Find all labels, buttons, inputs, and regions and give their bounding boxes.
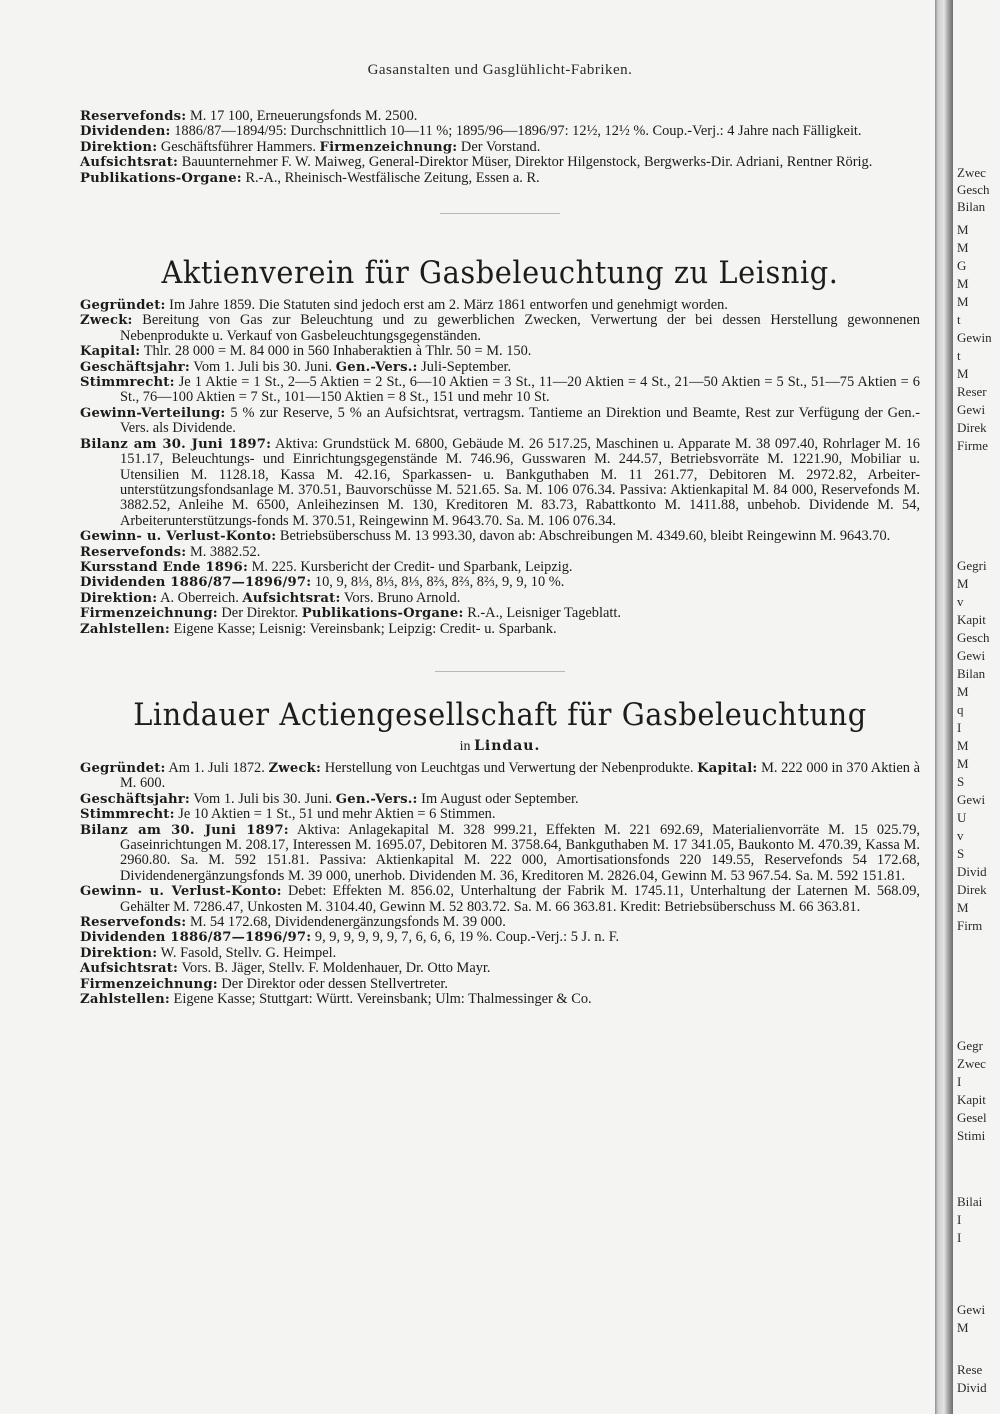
entry-text: Im Jahre 1859. Die Statuten sind jedoch erst am 2. März 1861 entworfen und genehmigt worden. bbox=[165, 297, 728, 314]
entry-label: Geschäftsjahr: bbox=[80, 359, 190, 375]
margin-fragment: Bilan bbox=[957, 666, 986, 681]
margin-fragment: Gewi bbox=[957, 402, 986, 417]
entry-text: Je 1 Aktie = 1 St., 2—5 Aktien = 2 St., 6—10 Aktien = 3 St., 11—20 Aktien = 4 St., 21—50 Aktien = 5 St., 51—75 Aktien = 6 St., 76—100 Aktien = 7 St., 101—150 Aktien = 8 St., 151 und mehr 10 St. bbox=[120, 374, 920, 406]
entry-text: Aktiva: Grundstück M. 6800, Gebäude M. 26 517.25, Maschinen u. Apparate M. 38 097.40, Rohrlager M. 16 151.17, Beleuchtungs- und Einrichtungsgegenstände M. 746.96, Gusswaren M. 244.57, Betriebsvorräte M. 1221.90, Mobiliar u. Utensilien M. 1128.18, Kassa M. 42.16, Sparkassen- u. Bankguthaben M. 11 261.77, Debitoren M. 2972.82, Arbeiter-unterstützungsfondsanlage M. 370.51, Bauvorschüsse M. 521.65. Sa. M. 106 076.34. Passiva: Aktienkapital M. 84 000, Reservefonds M. 3882.52, Anleihe M. 6500, Anleihezinsen M. 130, Kreditoren M. 83.73, Rabattkonto M. 1411.88, unbehob. Dividende M. 54, Arbeiterunterstützungs-fonds M. 370.51, Reingewinn M. 9643.70. Sa. M. 106 076.34. bbox=[120, 435, 921, 529]
entry-text: 10, 9, 8⅓, 8⅓, 8⅓, 8⅔, 8⅔, 8⅔, 9, 9, 10 %. bbox=[311, 574, 565, 591]
subtitle-prefix: in bbox=[459, 738, 475, 754]
entry-label: Publikations-Organe: bbox=[80, 170, 242, 186]
margin-fragment: q bbox=[957, 702, 964, 717]
lindau-entry bbox=[80, 761, 920, 1008]
margin-fragment: v bbox=[957, 828, 964, 843]
margin-fragment: S bbox=[957, 774, 965, 789]
entry-label: Aufsichtsrat: bbox=[242, 590, 341, 606]
entry-paragraph bbox=[80, 575, 920, 590]
entry-text: Der Direktor. bbox=[217, 605, 302, 622]
margin-fragment: Bilai bbox=[957, 1194, 983, 1209]
entry-label: Zweck: bbox=[80, 313, 133, 329]
margin-fragment: Zwec bbox=[957, 165, 986, 180]
entry-paragraph bbox=[80, 961, 920, 976]
entry-label: Aufsichtsrat: bbox=[80, 961, 179, 977]
entry-label: Reservefonds: bbox=[80, 109, 187, 124]
entry-text: Geschäftsführer Hammers. bbox=[157, 138, 320, 155]
entry-text: Bauunternehmer F. W. Maiweg, General-Direktor Müser, Direktor Hilgenstock, Bergwerks-Dir. Adriani, Rentner Rörig. bbox=[178, 154, 873, 171]
margin-fragment: M bbox=[957, 294, 969, 309]
margin-fragment: I bbox=[957, 720, 962, 735]
margin-fragment: I bbox=[957, 1074, 962, 1089]
entry-text: 1886/87—1894/95: Durchschnittlich 10—11 %; 1895/96—1896/97: 12½, 12½ %. Coup.-Verj.: 4 Jahre nach Fälligkeit. bbox=[170, 123, 862, 140]
entry-text: Im August oder September. bbox=[417, 790, 579, 807]
entry-paragraph bbox=[80, 171, 920, 186]
margin-fragment: Rese bbox=[957, 1362, 983, 1377]
main-column bbox=[80, 62, 920, 1007]
entry-paragraph bbox=[80, 930, 920, 945]
entry-label: Bilanz am 30. Juni 1897: bbox=[80, 436, 272, 452]
entry-text: Herstellung von Leuchtgas und Verwertung der Nebenprodukte. bbox=[321, 759, 698, 776]
entry-text: Thlr. 28 000 = M. 84 000 in 560 Inhaberaktien à Thlr. 50 = M. 150. bbox=[140, 343, 532, 360]
entry-text: R.-A., Leisniger Tageblatt. bbox=[463, 605, 621, 622]
entry-paragraph bbox=[80, 560, 920, 575]
margin-fragment: Firme bbox=[957, 438, 989, 453]
entry-label: Gegründet: bbox=[80, 760, 166, 776]
margin-fragment: v bbox=[957, 594, 964, 609]
entry-paragraph bbox=[80, 313, 920, 344]
margin-fragment: M bbox=[957, 576, 969, 591]
entry-paragraph bbox=[80, 915, 920, 930]
entry-text: M. 17 100, Erneuerungsfonds M. 2500. bbox=[186, 108, 418, 124]
margin-fragment: Divid bbox=[957, 1380, 987, 1395]
entry-text: 9, 9, 9, 9, 9, 9, 7, 6, 6, 6, 19 %. Coup.-Verj.: 5 J. n. F. bbox=[311, 929, 620, 946]
entry-label: Firmenzeichnung: bbox=[80, 976, 218, 992]
entry-paragraph bbox=[80, 545, 920, 560]
entry-label: Gewinn- u. Verlust-Konto: bbox=[80, 529, 277, 545]
entry-text: Debet: Effekten M. 856.02, Unterhaltung der Fabrik M. 1745.11, Unterhaltung der Laternen M. 568.09, Gehälter M. 7286.47, Unkosten M. 3104.40, Gewinn M. 52 803.72. Sa. M. 66 363.81. Kredit: Betriebsüberschuss M. 66 363.81. bbox=[120, 883, 920, 915]
margin-fragment: t bbox=[957, 348, 961, 363]
entry-text: M. 3882.52. bbox=[186, 543, 261, 560]
page-gutter-binding bbox=[935, 0, 953, 1414]
margin-fragment: G bbox=[957, 258, 967, 273]
margin-fragment: M bbox=[957, 276, 969, 291]
margin-fragment: Gewi bbox=[957, 648, 986, 663]
entry-paragraph bbox=[80, 606, 920, 621]
entry-label: Stimmrecht: bbox=[80, 807, 175, 823]
subtitle-place: Lindau. bbox=[474, 737, 541, 754]
margin-fragment: Gesch bbox=[957, 630, 990, 645]
entry-label: Gewinn-Verteilung: bbox=[80, 405, 226, 421]
entry-text: Vom 1. Juli bis 30. Juni. bbox=[189, 790, 336, 807]
entry-paragraph bbox=[80, 884, 920, 915]
margin-fragment: M bbox=[957, 756, 969, 771]
entry-label: Bilanz am 30. Juni 1897: bbox=[80, 822, 289, 838]
entry-paragraph bbox=[80, 109, 920, 124]
running-head: Gasanstalten und Gasglühlicht-Fabriken. bbox=[367, 62, 633, 78]
entry-text: Eigene Kasse; Leisnig: Vereinsbank; Leipzig: Credit- u. Sparbank. bbox=[169, 620, 557, 637]
margin-fragment: Gesel bbox=[957, 1110, 987, 1125]
entry-text: Der Vorstand. bbox=[457, 138, 541, 155]
margin-fragment: Reser bbox=[957, 384, 987, 399]
entry-label: Direktion: bbox=[80, 139, 158, 155]
entry-paragraph bbox=[80, 823, 920, 885]
section-subtitle-lindau bbox=[80, 738, 920, 755]
entry-paragraph bbox=[80, 807, 920, 822]
entry-label: Firmenzeichnung: bbox=[319, 139, 458, 155]
entry-label: Kapital: bbox=[80, 344, 141, 360]
entry-paragraph bbox=[80, 792, 920, 807]
entry-label: Dividenden: bbox=[80, 124, 171, 140]
margin-fragment: M bbox=[957, 738, 969, 753]
margin-fragment: M bbox=[957, 900, 969, 915]
margin-fragment: Bilan bbox=[957, 199, 986, 214]
entry-paragraph bbox=[80, 977, 920, 992]
section-title-leisnig: Aktienverein für Gasbeleuchtung zu Leisnig. bbox=[161, 255, 839, 292]
entry-paragraph bbox=[80, 992, 920, 1007]
entry-text: Der Direktor oder dessen Stellvertreter. bbox=[217, 975, 448, 992]
entry-label: Reservefonds: bbox=[80, 915, 187, 931]
entry-label: Publikations-Organe: bbox=[301, 606, 464, 622]
entry-text: Am 1. Juli 1872. bbox=[165, 759, 269, 776]
margin-fragment: Gesch bbox=[957, 182, 990, 197]
margin-fragment: Gegr bbox=[957, 1038, 983, 1053]
margin-fragment: Gewi bbox=[957, 1302, 986, 1317]
entry-paragraph bbox=[80, 344, 920, 359]
entry-text: W. Fasold, Stellv. G. Heimpel. bbox=[157, 944, 337, 961]
entry-text: Aktiva: Anlagekapital M. 328 999.21, Effekten M. 221 692.69, Materialienvorräte M. 15 025.79, Gaseinrichtungen M. 208.17, Interessen M. 1695.07, Debitoren M. 3758.64, Bankguthaben M. 17 341.05, Baukonto M. 470.39, Kassa M. 2960.80. Sa. M. 592 151.81. Passiva: Aktienkapital M. 222 000, Amortisationsfonds 220 149.55, Reservefonds 54 172.68, Dividendenergänzungsfonds M. 39 000, unerhob. Dividenden M. 36, Kreditoren M. 2826.04, Gewinn M. 53 967.54. Sa. M. 592 151.81. bbox=[120, 821, 921, 884]
entry-text: Vors. Bruno Arnold. bbox=[340, 589, 461, 606]
entry-label: Reservefonds: bbox=[80, 544, 187, 560]
entry-paragraph bbox=[80, 375, 920, 406]
entry-text: Juli-September. bbox=[417, 358, 512, 375]
entry-text: Bereitung von Gas zur Beleuchtung und zu gewerblichen Zwecken, Verwertung der bei dessen Herstellung gewonnenen Nebenprodukte u. Verkauf von Gasbeleuchtungsgegenständen. bbox=[120, 312, 920, 344]
entry-paragraph bbox=[80, 298, 920, 313]
entry-label: Zahlstellen: bbox=[80, 992, 170, 1008]
entry-label: Zweck: bbox=[268, 760, 322, 776]
entry-label: Zahlstellen: bbox=[80, 621, 170, 637]
entry-paragraph bbox=[80, 155, 920, 170]
entry-text: 5 % zur Reserve, 5 % an Aufsichtsrat, vertragsm. Tantieme an Direktion und Beamte, Rest zur Verfügung der Gen.-Vers. als Dividende. bbox=[120, 404, 920, 437]
entry-paragraph bbox=[80, 946, 920, 961]
margin-fragment: Divid bbox=[957, 864, 987, 879]
margin-fragment: Direk bbox=[957, 420, 987, 435]
margin-fragment: Firm bbox=[957, 918, 983, 933]
margin-fragment: Gewin bbox=[957, 330, 992, 345]
entry-text: M. 222 000 in 370 Aktien à M. 600. bbox=[120, 759, 920, 792]
entry-label: Gen.-Vers.: bbox=[335, 791, 418, 807]
entry-text: Betriebsüberschuss M. 13 993.30, davon ab: Abschreibungen M. 4349.60, bleibt Reingewinn M. 9643.70. bbox=[276, 528, 891, 545]
margin-fragment: M bbox=[957, 240, 969, 255]
entry-paragraph bbox=[80, 437, 920, 529]
entry-label: Gen.-Vers.: bbox=[335, 359, 418, 375]
entry-label: Kursstand Ende 1896: bbox=[80, 559, 249, 575]
entry-paragraph bbox=[80, 591, 920, 606]
entry-label: Gegründet: bbox=[80, 298, 166, 314]
entry-text: Vors. B. Jäger, Stellv. F. Moldenhauer, Dr. Otto Mayr. bbox=[178, 960, 491, 977]
adjacent-page-margin bbox=[955, 0, 1000, 1414]
entry-label: Geschäftsjahr: bbox=[80, 791, 190, 807]
section-divider bbox=[440, 213, 560, 214]
entry-label: Stimmrecht: bbox=[80, 375, 175, 391]
margin-fragment: M bbox=[957, 684, 969, 699]
margin-fragment: Zwec bbox=[957, 1056, 986, 1071]
entry-text: R.-A., Rheinisch-Westfälische Zeitung, Essen a. R. bbox=[241, 169, 540, 186]
margin-fragment: M bbox=[957, 366, 969, 381]
entry-label: Direktion: bbox=[80, 945, 158, 961]
entry-label: Gewinn- u. Verlust-Konto: bbox=[80, 884, 282, 900]
entry-label: Direktion: bbox=[80, 590, 158, 606]
margin-fragment: Kapit bbox=[957, 612, 986, 627]
entry-label: Firmenzeichnung: bbox=[80, 606, 218, 622]
section-title-lindau: Lindauer Actiengesellschaft für Gasbeleuchtung bbox=[133, 696, 867, 733]
entry-paragraph bbox=[80, 406, 920, 437]
entry-label: Kapital: bbox=[697, 760, 758, 776]
margin-fragment: Gegri bbox=[957, 558, 987, 573]
entry-label: Dividenden 1886/87—1896/97: bbox=[80, 575, 312, 591]
margin-fragment: S bbox=[957, 846, 965, 861]
entry-paragraph bbox=[80, 761, 920, 792]
entry-paragraph bbox=[80, 622, 920, 637]
entry-text: Vom 1. Juli bis 30. Juni. bbox=[189, 358, 336, 375]
entry-text: Eigene Kasse; Stuttgart: Württ. Vereinsbank; Ulm: Thalmessinger & Co. bbox=[169, 991, 592, 1008]
entry-text: M. 54 172.68, Dividendenergänzungsfonds M. 39 000. bbox=[186, 914, 506, 931]
margin-fragment: M bbox=[957, 1320, 969, 1335]
margin-fragment: I bbox=[957, 1212, 962, 1227]
margin-fragment: Kapit bbox=[957, 1092, 986, 1107]
margin-fragment: U bbox=[957, 810, 967, 825]
entry-label: Aufsichtsrat: bbox=[80, 155, 179, 171]
previous-company-entry bbox=[80, 109, 920, 186]
entry-text: A. Oberreich. bbox=[157, 589, 243, 606]
section-divider bbox=[435, 671, 565, 672]
margin-fragment: M bbox=[957, 222, 969, 237]
entry-text: Je 10 Aktien = 1 St., 51 und mehr Aktien = 6 Stimmen. bbox=[174, 806, 496, 823]
entry-paragraph bbox=[80, 124, 920, 139]
entry-paragraph bbox=[80, 360, 920, 375]
margin-fragment: t bbox=[957, 312, 961, 327]
entry-label: Dividenden 1886/87—1896/97: bbox=[80, 930, 312, 946]
entry-text: M. 225. Kursbericht der Credit- und Sparbank, Leipzig. bbox=[248, 558, 573, 575]
margin-fragment: I bbox=[957, 1230, 962, 1245]
margin-fragment: Gewi bbox=[957, 792, 986, 807]
margin-fragment: Direk bbox=[957, 882, 987, 897]
leisnig-entry bbox=[80, 298, 920, 637]
entry-paragraph bbox=[80, 140, 920, 155]
margin-fragment: Stimi bbox=[957, 1128, 986, 1143]
entry-paragraph bbox=[80, 529, 920, 544]
